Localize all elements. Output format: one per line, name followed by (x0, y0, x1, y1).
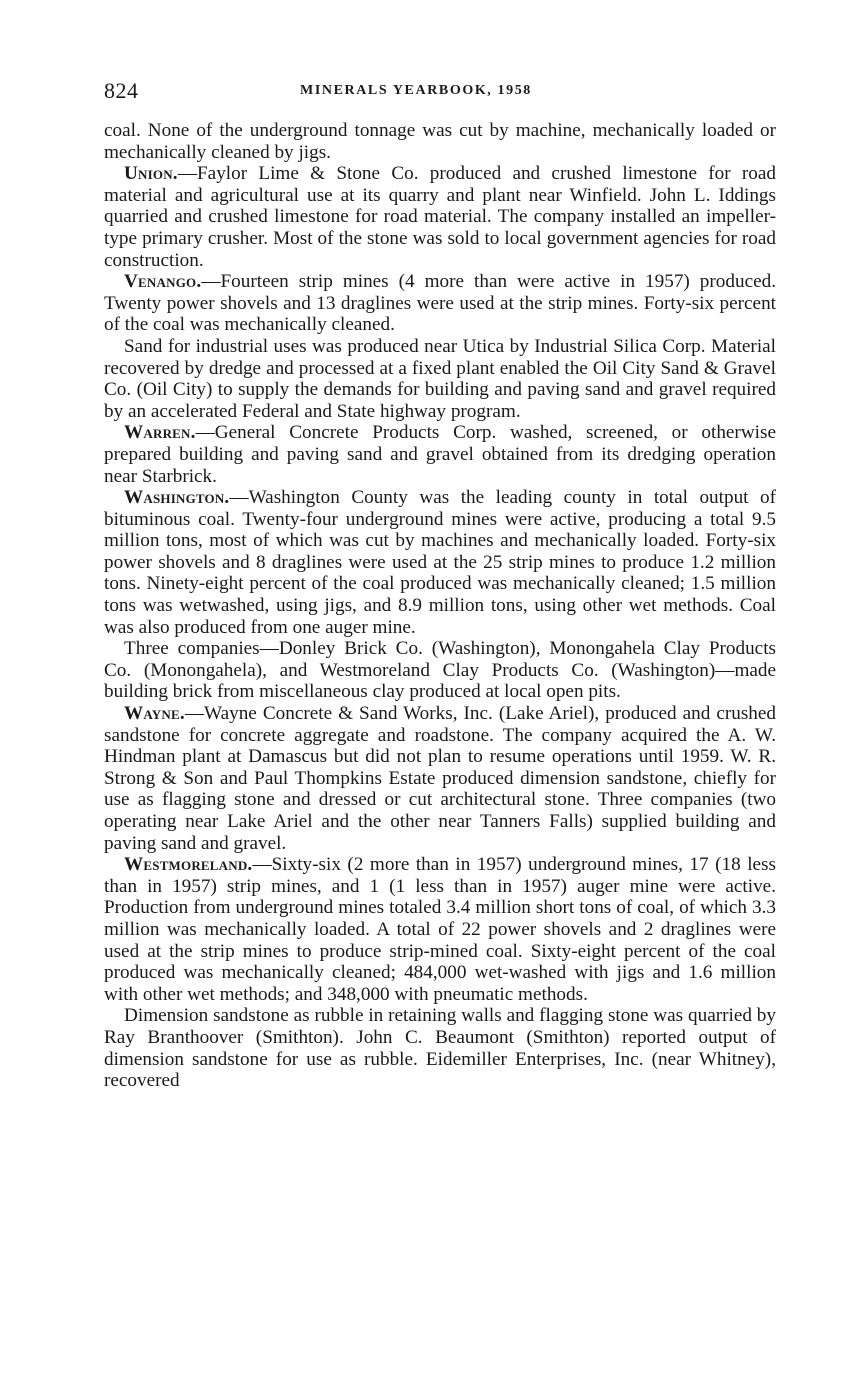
paragraph-continuation (104, 120, 776, 163)
paragraph-text: —General Concrete Products Corp. washed, screened, or otherwise prepared building and paving sand and gravel obtained from its dredging operation near Starbrick. (104, 422, 776, 487)
paragraph-text: —Sixty-six (2 more than in 1957) underground mines, 17 (18 less than in 1957) strip mines, and 1 (1 less than in 1957) auger mine were active. Production from underground mines totaled 3.4 million short tons of coal, of which 3.3 million was mechanically loaded. A total of 22 power shovels and 2 draglines were used at the strip mines to produce strip-mined coal. Sixty-eight percent of the coal produced was mechanically cleaned; 484,000 wet-washed with jigs and 1.6 million with other wet methods; and 348,000 with pneumatic methods. (104, 854, 776, 1005)
running-title: MINERALS YEARBOOK, 1958 (300, 83, 532, 98)
paragraph-warren (104, 422, 776, 487)
paragraph-text: Three companies—Donley Brick Co. (Washington), Monongahela Clay Products Co. (Monongahela), and Westmoreland Clay Products Co. (Washington)—made building brick from miscellaneous clay produced at local open pits. (104, 638, 776, 703)
paragraph-text: coal. None of the underground tonnage was cut by machine, mechanically loaded or mechanically cleaned by jigs. (104, 120, 776, 163)
paragraph-washington (104, 487, 776, 638)
paragraph-text: Sand for industrial uses was produced near Utica by Industrial Silica Corp. Material recovered by dredge and processed at a fixed plant enabled the Oil City Sand & Gravel Co. (Oil City) to supply the demands for building and paving sand and gravel required by an accelerated Federal and State highway program. (104, 335, 776, 422)
paragraph-text: —Fourteen strip mines (4 more than were active in 1957) produced. Twenty power shovels and 13 draglines were used at the strip mines. Forty-six percent of the coal was mechanically cleaned. (104, 271, 776, 336)
paragraph-washington-clay (104, 638, 776, 703)
document-page (104, 78, 776, 1092)
paragraph-union (104, 163, 776, 271)
paragraph-text: —Faylor Lime & Stone Co. produced and crushed limestone for road material and agricultural use at its quarry and plant near Winfield. John L. Iddings quarried and crushed limestone for road material. The company installed an impeller-type primary crusher. Most of the stone was sold to local government agencies for road construction. (104, 163, 776, 271)
paragraph-text: —Washington County was the leading county in total output of bituminous coal. Twenty-four underground mines were active, producing a total 9.5 million tons, most of which was cut by machines and mechanically loaded. Forty-six power shovels and 8 draglines were used at the 25 strip mines to produce 1.2 million tons. Ninety-eight percent of the coal produced was mechanically cleaned; 1.5 million tons was wetwashed, using jigs, and 8.9 million tons, using other wet methods. Coal was also produced from one auger mine. (104, 487, 776, 638)
paragraph-text: Dimension sandstone as rubble in retaining walls and flagging stone was quarried by Ray Branthoover (Smithton). John C. Beaumont (Smithton) reported output of dimension sandstone for use as rubble. Eidemiller Enterprises, Inc. (near Whitney), recovered (104, 1005, 776, 1092)
paragraph-venango (104, 271, 776, 336)
paragraph-venango-sand (104, 336, 776, 422)
paragraph-wayne (104, 703, 776, 854)
county-heading-westmoreland: Westmoreland. (124, 854, 253, 876)
county-heading-wayne: Wayne. (124, 703, 185, 725)
county-heading-union: Union. (124, 163, 178, 185)
paragraph-westmoreland (104, 854, 776, 1005)
paragraph-text: —Wayne Concrete & Sand Works, Inc. (Lake Ariel), produced and crushed sandstone for concrete aggregate and roadstone. The company acquired the A. W. Hindman plant at Damascus but did not plan to resume operations until 1959. W. R. Strong & Son and Paul Thompkins Estate produced dimension sandstone, chiefly for use as flagging stone and dressed or cut architectural stone. Three companies (two operating near Lake Ariel and the other near Tanners Falls) supplied building and paving sand and gravel. (104, 703, 776, 854)
county-heading-warren: Warren. (124, 422, 196, 444)
body-text (104, 120, 776, 1092)
page-number: 824 (104, 78, 139, 103)
county-heading-washington: Washington. (124, 487, 230, 509)
running-header (104, 78, 776, 108)
county-heading-venango: Venango. (124, 271, 202, 293)
paragraph-westmoreland-stone (104, 1005, 776, 1091)
